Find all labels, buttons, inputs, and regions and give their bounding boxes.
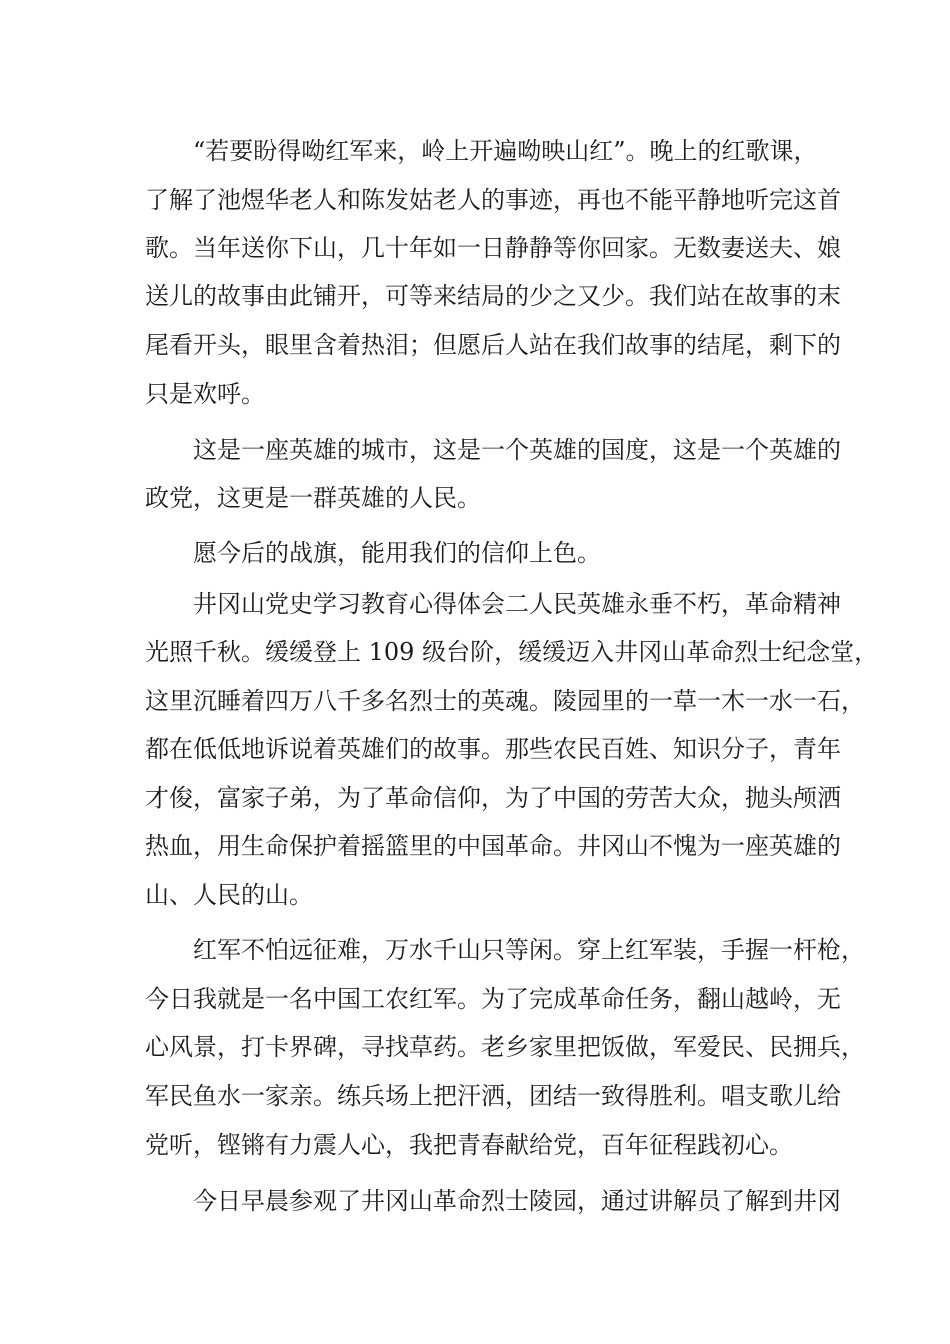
- text-line: 政党，这更是一群英雄的人民。: [145, 484, 481, 512]
- text-line: 送儿的故事由此铺开，可等来结局的少之又少。我们站在故事的末: [145, 282, 841, 310]
- text-line: 心风景，打卡界碑，寻找草药。老乡家里把饭做，军爱民、民拥兵，: [145, 1033, 865, 1061]
- text-line: 歌。当年送你下山，几十年如一日静静等你回家。无数妻送夫、娘: [145, 234, 841, 262]
- text-line: 军民鱼水一家亲。练兵场上把汗洒，团结一致得胜利。唱支歌儿给: [145, 1082, 841, 1110]
- text-line: 今日早晨参观了井冈山革命烈士陵园，通过讲解员了解到井冈: [193, 1187, 841, 1215]
- text-line: 红军不怕远征难，万水千山只等闲。穿上红军装，手握一杆枪，: [193, 936, 865, 964]
- text-line: 这是一座英雄的城市，这是一个英雄的国度，这是一个英雄的: [193, 436, 841, 464]
- text-line: 党听，铿锵有力震人心，我把青春献给党，百年征程践初心。: [145, 1131, 793, 1159]
- text-line: 热血，用生命保护着摇篮里的中国革命。井冈山不愧为一座英雄的: [145, 832, 841, 860]
- text-line: 只是欢呼。: [145, 380, 265, 408]
- text-line: 尾看开头，眼里含着热泪；但愿后人站在我们故事的结尾，剩下的: [145, 331, 841, 359]
- text-line: 都在低低地诉说着英雄们的故事。那些农民百姓、知识分子，青年: [145, 735, 841, 763]
- text-line: 光照千秋。缓缓登上 109 级台阶，缓缓迈入井冈山革命烈士纪念堂，: [145, 638, 879, 666]
- text-line: 愿今后的战旗，能用我们的信仰上色。: [193, 539, 601, 567]
- text-line: 了解了池煜华老人和陈发姑老人的事迹，再也不能平静地听完这首: [145, 186, 841, 214]
- text-line: 这里沉睡着四万八千多名烈士的英魂。陵园里的一草一木一水一石，: [145, 687, 865, 715]
- text-line: 山、人民的山。: [145, 881, 313, 909]
- text-line: 才俊，富家子弟，为了革命信仰，为了中国的劳苦大众，抛头颅洒: [145, 784, 841, 812]
- text-line: “若要盼得呦红军来，岭上开遍呦映山红”。晚上的红歌课，: [193, 137, 818, 165]
- text-line: 井冈山党史学习教育心得体会二人民英雄永垂不朽，革命精神: [193, 590, 841, 618]
- text-line: 今日我就是一名中国工农红军。为了完成革命任务，翻山越岭，无: [145, 985, 841, 1013]
